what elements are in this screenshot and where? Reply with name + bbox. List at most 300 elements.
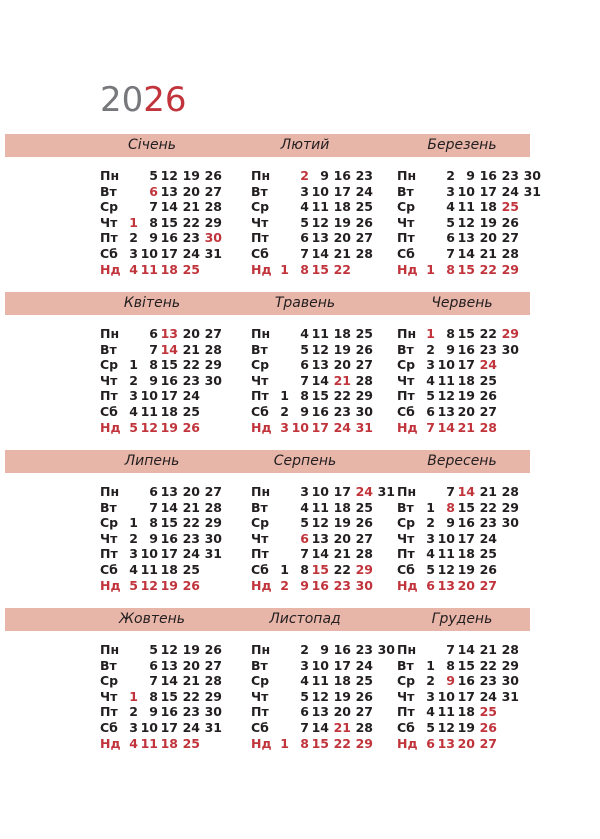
day-cell: 20 [182,326,200,341]
day-cell: 20 [182,657,200,673]
day-cell: 10 [140,388,158,404]
day-cell: 29 [355,388,373,404]
day-name-label: Чт [251,530,269,546]
day-name-label: Нд [251,577,272,593]
day-name-label: Ср [100,199,119,215]
day-name-label: Пт [397,704,415,720]
day-cell: 11 [311,673,329,689]
day-cell: 11 [140,261,158,277]
day-cell: 9 [149,530,158,546]
day-cell: 23 [479,341,497,357]
day-cell: 13 [457,230,475,246]
day-cell: 14 [311,546,329,562]
day-cell: 3 [129,388,138,404]
day-cell: 13 [437,577,455,593]
day-cell: 4 [426,704,435,720]
day-cell: 18 [160,404,178,419]
day-cell: 23 [182,230,200,246]
day-cell: 10 [311,183,329,199]
day-cell: 14 [160,199,178,215]
day-name-label: Ср [251,199,270,215]
day-name-label: Пт [251,388,269,404]
day-cell: 6 [426,404,435,419]
day-cell: 5 [446,214,455,230]
day-cell: 19 [160,419,178,435]
day-name-label: Чт [251,214,269,230]
day-cell: 28 [355,246,373,261]
day-cell: 25 [479,546,497,562]
day-cell: 17 [457,357,475,373]
day-cell: 14 [311,372,329,388]
day-cell: 16 [160,372,178,388]
month-name: Серпень [273,453,337,469]
day-cell: 7 [300,546,309,562]
day-cell: 1 [280,261,289,277]
day-cell: 3 [300,657,309,673]
day-name-label: Пн [251,168,271,183]
day-cell: 10 [140,720,158,735]
day-name-label: Нд [100,261,121,277]
day-cell: 13 [311,704,329,720]
day-cell: 19 [333,515,351,531]
day-cell: 5 [300,515,309,531]
day-cell: 9 [300,577,309,593]
day-name-label: Нд [397,261,418,277]
day-cell: 4 [300,673,309,689]
day-name-label: Вт [251,657,268,673]
day-cell: 15 [160,515,178,531]
day-cell: 31 [377,484,395,499]
day-cell: 25 [182,404,200,419]
day-cell: 27 [501,230,519,246]
day-cell: 12 [140,577,158,593]
day-cell: 16 [311,577,329,593]
day-cell: 2 [129,530,138,546]
day-cell: 16 [457,341,475,357]
day-name-label: Пт [397,230,415,246]
day-cell: 21 [333,720,351,735]
day-cell: 2 [129,704,138,720]
day-name-label: Ср [397,357,416,373]
day-cell: 9 [149,230,158,246]
day-cell: 7 [300,720,309,735]
day-cell: 5 [149,642,158,657]
day-cell: 7 [149,673,158,689]
day-cell: 1 [129,214,138,230]
year-digits-red: 26 [143,80,187,120]
day-cell: 4 [129,735,138,751]
day-cell: 1 [426,326,435,341]
day-cell: 11 [140,562,158,577]
day-cell: 15 [457,326,475,341]
day-cell: 31 [204,720,222,735]
day-name-label: Чт [397,530,415,546]
day-cell: 3 [300,484,309,499]
day-cell: 4 [129,404,138,419]
day-cell: 18 [457,546,475,562]
day-cell: 21 [457,419,475,435]
day-cell: 27 [204,183,222,199]
day-cell: 1 [129,515,138,531]
day-name-label: Сб [251,404,269,419]
day-name-label: Сб [251,246,269,261]
day-cell: 9 [466,168,475,183]
day-cell: 13 [160,657,178,673]
day-cell: 4 [300,326,309,341]
day-cell: 9 [149,372,158,388]
day-cell: 21 [479,642,497,657]
day-name-label: Ср [397,199,416,215]
day-cell: 13 [311,230,329,246]
day-name-label: Нд [397,735,418,751]
day-cell: 17 [479,183,497,199]
day-cell: 7 [149,499,158,515]
day-cell: 29 [355,735,373,751]
day-name-label: Пн [397,484,417,499]
day-name-label: Пт [100,704,118,720]
day-cell: 24 [182,388,200,404]
day-cell: 11 [437,704,455,720]
day-cell: 12 [437,388,455,404]
day-cell: 15 [311,388,329,404]
day-name-label: Вт [397,183,414,199]
day-cell: 21 [479,484,497,499]
day-name-label: Ср [251,673,270,689]
day-cell: 9 [446,515,455,531]
day-cell: 2 [426,515,435,531]
day-cell: 6 [300,704,309,720]
day-cell: 2 [280,577,289,593]
day-cell: 12 [457,214,475,230]
day-cell: 14 [311,246,329,261]
day-cell: 10 [437,530,455,546]
day-name-label: Чт [251,372,269,388]
day-cell: 26 [355,688,373,704]
day-cell: 12 [437,720,455,735]
day-name-label: Пт [100,546,118,562]
day-cell: 19 [182,642,200,657]
day-cell: 26 [501,214,519,230]
day-name-label: Пт [397,546,415,562]
month-name: Квітень [123,295,181,311]
day-name-label: Нд [100,419,121,435]
day-name-label: Вт [397,341,414,357]
day-cell: 6 [426,735,435,751]
day-cell: 22 [479,261,497,277]
day-name-label: Чт [251,688,269,704]
day-cell: 3 [129,546,138,562]
day-cell: 30 [501,515,519,531]
day-cell: 24 [182,246,200,261]
month-name: Липень [124,453,180,469]
day-cell: 30 [204,230,222,246]
day-cell: 6 [300,357,309,373]
day-cell: 12 [311,214,329,230]
day-cell: 5 [426,388,435,404]
day-cell: 12 [311,341,329,357]
day-cell: 22 [479,326,497,341]
day-cell: 24 [182,720,200,735]
day-cell: 15 [160,688,178,704]
day-cell: 21 [333,246,351,261]
day-cell: 27 [479,735,497,751]
day-cell: 17 [333,183,351,199]
day-cell: 15 [457,499,475,515]
day-cell: 28 [204,499,222,515]
day-cell: 29 [204,357,222,373]
day-cell: 15 [160,357,178,373]
day-cell: 16 [160,230,178,246]
day-cell: 15 [311,562,329,577]
day-cell: 7 [149,341,158,357]
day-cell: 29 [204,214,222,230]
day-name-label: Чт [100,688,118,704]
day-cell: 15 [160,214,178,230]
day-cell: 30 [204,372,222,388]
day-name-label: Пн [100,642,120,657]
day-name-label: Сб [100,720,118,735]
day-cell: 3 [280,419,289,435]
day-cell: 22 [333,261,351,277]
day-cell: 28 [355,720,373,735]
day-cell: 13 [311,530,329,546]
day-cell: 23 [333,404,351,419]
day-cell: 27 [479,404,497,419]
day-cell: 1 [426,657,435,673]
day-cell: 20 [333,357,351,373]
day-cell: 13 [311,357,329,373]
day-name-label: Ср [251,515,270,531]
day-name-label: Вт [251,499,268,515]
day-cell: 9 [320,168,329,183]
day-cell: 20 [182,484,200,499]
year-digits-gray: 20 [100,80,144,120]
month-name: Грудень [431,611,493,627]
day-cell: 13 [437,735,455,751]
day-cell: 22 [182,515,200,531]
day-cell: 17 [160,246,178,261]
day-cell: 21 [182,499,200,515]
day-cell: 26 [204,642,222,657]
day-cell: 28 [501,484,519,499]
day-cell: 21 [182,199,200,215]
day-cell: 12 [311,688,329,704]
day-cell: 12 [311,515,329,531]
day-name-label: Пт [251,546,269,562]
day-name-label: Ср [100,673,119,689]
day-cell: 13 [160,326,178,341]
day-cell: 16 [457,673,475,689]
day-cell: 8 [300,261,309,277]
day-cell: 27 [355,530,373,546]
month-name: Лютий [280,137,330,153]
day-cell: 23 [182,704,200,720]
day-cell: 9 [446,341,455,357]
day-name-label: Чт [397,372,415,388]
day-cell: 20 [333,704,351,720]
day-name-label: Вт [100,657,117,673]
day-name-label: Пн [251,484,271,499]
day-cell: 20 [333,230,351,246]
day-cell: 24 [501,183,519,199]
day-cell: 2 [280,404,289,419]
day-name-label: Пн [251,642,271,657]
day-name-label: Вт [397,499,414,515]
day-cell: 2 [426,673,435,689]
day-cell: 27 [355,357,373,373]
day-cell: 26 [355,214,373,230]
day-cell: 2 [129,230,138,246]
day-cell: 10 [311,484,329,499]
day-name-label: Пт [100,230,118,246]
day-cell: 30 [355,404,373,419]
day-name-label: Пн [100,484,120,499]
day-cell: 22 [333,735,351,751]
day-cell: 8 [149,515,158,531]
day-cell: 18 [160,261,178,277]
day-name-label: Сб [251,720,269,735]
day-cell: 11 [140,735,158,751]
day-cell: 24 [355,183,373,199]
year-title [100,80,187,120]
day-cell: 14 [160,499,178,515]
day-cell: 30 [204,704,222,720]
day-cell: 26 [182,577,200,593]
day-cell: 5 [300,688,309,704]
day-cell: 17 [311,419,329,435]
day-cell: 26 [182,419,200,435]
day-cell: 25 [479,372,497,388]
day-cell: 26 [355,341,373,357]
day-cell: 6 [149,657,158,673]
day-cell: 17 [160,388,178,404]
day-cell: 3 [129,246,138,261]
day-cell: 4 [300,499,309,515]
day-cell: 22 [333,388,351,404]
day-cell: 8 [300,562,309,577]
day-cell: 9 [149,704,158,720]
day-cell: 31 [204,246,222,261]
day-name-label: Пн [251,326,271,341]
day-cell: 1 [280,562,289,577]
day-cell: 23 [182,372,200,388]
day-cell: 13 [437,404,455,419]
day-cell: 18 [333,499,351,515]
day-cell: 8 [149,688,158,704]
day-cell: 7 [446,642,455,657]
day-cell: 30 [501,673,519,689]
day-cell: 31 [204,546,222,562]
day-cell: 22 [479,499,497,515]
day-cell: 24 [479,357,497,373]
day-cell: 29 [501,326,519,341]
day-cell: 31 [501,688,519,704]
day-name-label: Чт [397,688,415,704]
day-cell: 5 [129,419,138,435]
day-cell: 6 [149,183,158,199]
day-cell: 8 [300,735,309,751]
day-cell: 14 [311,720,329,735]
day-name-label: Вт [251,183,268,199]
day-cell: 19 [160,577,178,593]
month-name: Жовтень [118,611,186,627]
day-cell: 30 [377,642,395,657]
day-cell: 16 [333,168,351,183]
day-cell: 11 [140,404,158,419]
day-cell: 17 [333,657,351,673]
day-name-label: Ср [397,515,416,531]
day-cell: 15 [311,735,329,751]
day-name-label: Пн [100,326,120,341]
day-cell: 18 [160,735,178,751]
day-cell: 22 [182,214,200,230]
day-cell: 29 [204,688,222,704]
day-name-label: Чт [397,214,415,230]
day-cell: 8 [446,326,455,341]
day-cell: 18 [333,326,351,341]
day-cell: 18 [457,372,475,388]
day-cell: 8 [446,657,455,673]
day-cell: 5 [426,720,435,735]
day-cell: 18 [457,704,475,720]
day-cell: 12 [160,168,178,183]
day-cell: 4 [129,261,138,277]
day-cell: 1 [129,688,138,704]
day-cell: 4 [426,372,435,388]
day-name-label: Ср [100,515,119,531]
day-cell: 6 [446,230,455,246]
day-cell: 25 [501,199,519,215]
day-cell: 20 [333,530,351,546]
day-name-label: Сб [251,562,269,577]
month-banner [5,608,530,631]
day-name-label: Нд [100,577,121,593]
day-cell: 16 [333,642,351,657]
day-cell: 27 [355,704,373,720]
day-cell: 22 [182,357,200,373]
day-cell: 4 [446,199,455,215]
day-cell: 21 [333,546,351,562]
day-cell: 12 [437,562,455,577]
month-banner [5,450,530,473]
day-cell: 25 [182,562,200,577]
day-name-label: Пн [397,326,417,341]
day-cell: 28 [355,546,373,562]
day-cell: 15 [457,261,475,277]
day-cell: 19 [333,214,351,230]
month-name: Березень [427,137,497,153]
day-cell: 12 [160,642,178,657]
day-cell: 17 [160,720,178,735]
month-name: Листопад [269,611,341,627]
day-cell: 5 [426,562,435,577]
day-cell: 25 [182,735,200,751]
day-cell: 26 [479,562,497,577]
day-cell: 13 [160,183,178,199]
day-cell: 25 [355,673,373,689]
day-name-label: Вт [251,341,268,357]
day-cell: 1 [280,388,289,404]
day-cell: 13 [160,484,178,499]
day-cell: 19 [479,214,497,230]
day-cell: 30 [523,168,541,183]
day-cell: 19 [457,562,475,577]
day-cell: 10 [457,183,475,199]
day-cell: 4 [426,546,435,562]
day-cell: 1 [129,357,138,373]
day-cell: 27 [204,657,222,673]
day-cell: 27 [204,326,222,341]
